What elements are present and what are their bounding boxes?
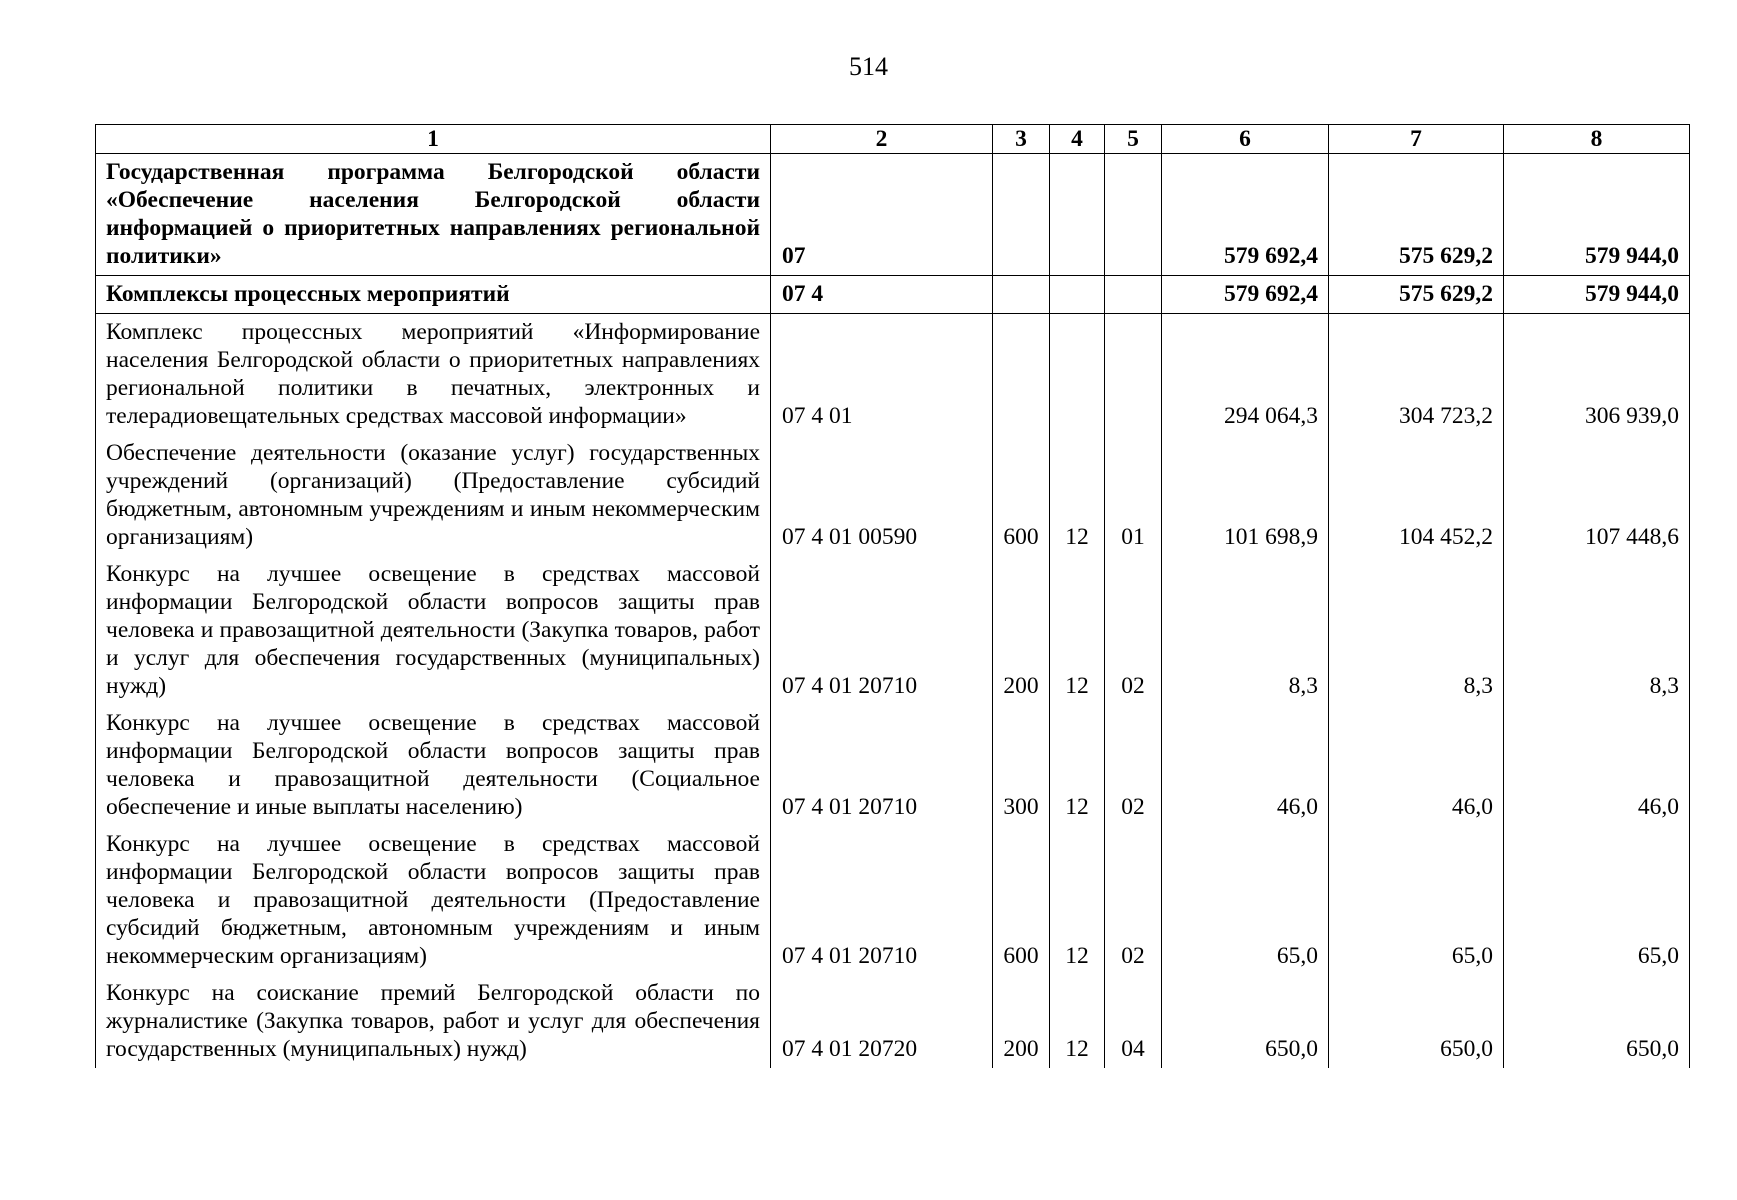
row-amount-col8: 306 939,0: [1504, 314, 1690, 436]
row-section: [1050, 154, 1105, 276]
row-code: 07 4 01 20710: [771, 826, 993, 975]
row-code: 07 4 01 20710: [771, 556, 993, 705]
row-code: 07 4: [771, 276, 993, 314]
row-expense-type: 200: [993, 556, 1050, 705]
row-subsection: 02: [1105, 826, 1162, 975]
row-amount-col6: 101 698,9: [1162, 435, 1329, 556]
row-code: 07 4 01 00590: [771, 435, 993, 556]
budget-table: [95, 124, 1690, 1068]
row-description: Конкурс на лучшее освещение в средствах массовой информации Белгородской области вопросов защиты прав человека и правозащитной деятельности (Закупка товаров, работ и услуг для обеспечения государственных (муниципальных) нужд): [96, 556, 771, 705]
column-number: 7: [1329, 125, 1504, 154]
row-amount-col7: 8,3: [1329, 556, 1504, 705]
row-amount-col8: 8,3: [1504, 556, 1690, 705]
column-number-row: [96, 125, 1690, 154]
row-amount-col6: 579 692,4: [1162, 276, 1329, 314]
row-amount-col6: 579 692,4: [1162, 154, 1329, 276]
row-description: Конкурс на лучшее освещение в средствах массовой информации Белгородской области вопросов защиты прав человека и правозащитной деятельности (Предоставление субсидий бюджетным, автономным учреждениям и иным некоммерческим организациям): [96, 826, 771, 975]
row-amount-col6: 650,0: [1162, 975, 1329, 1068]
row-expense-type: [993, 276, 1050, 314]
row-subsection: 04: [1105, 975, 1162, 1068]
row-amount-col8: 65,0: [1504, 826, 1690, 975]
row-amount-col6: 294 064,3: [1162, 314, 1329, 436]
column-number: 2: [771, 125, 993, 154]
row-description: Государственная программа Белгородской области «Обеспечение населения Белгородской области информацией о приоритетных направлениях региональной политики»: [96, 154, 771, 276]
row-section: [1050, 314, 1105, 436]
row-subsection: 02: [1105, 705, 1162, 826]
row-amount-col6: 8,3: [1162, 556, 1329, 705]
row-expense-type: [993, 154, 1050, 276]
row-amount-col6: 65,0: [1162, 826, 1329, 975]
column-number: 4: [1050, 125, 1105, 154]
row-expense-type: 300: [993, 705, 1050, 826]
row-amount-col7: 65,0: [1329, 826, 1504, 975]
row-section: 12: [1050, 826, 1105, 975]
row-subsection: [1105, 314, 1162, 436]
row-amount-col7: 46,0: [1329, 705, 1504, 826]
row-description: Комплексы процессных мероприятий: [96, 276, 771, 314]
row-subsection: 01: [1105, 435, 1162, 556]
table-row: [96, 435, 1690, 556]
column-number: 6: [1162, 125, 1329, 154]
row-code: 07 4 01 20710: [771, 705, 993, 826]
row-description: Комплекс процессных мероприятий «Информирование населения Белгородской области о приоритетных направлениях региональной политики в печатных, электронных и телерадиовещательных средствах массовой информации»: [96, 314, 771, 436]
table-row: [96, 314, 1690, 436]
table-row: [96, 556, 1690, 705]
row-expense-type: 200: [993, 975, 1050, 1068]
row-expense-type: [993, 314, 1050, 436]
table-row: [96, 154, 1690, 276]
row-amount-col8: 46,0: [1504, 705, 1690, 826]
row-section: 12: [1050, 435, 1105, 556]
row-expense-type: 600: [993, 826, 1050, 975]
row-amount-col7: 650,0: [1329, 975, 1504, 1068]
row-section: 12: [1050, 556, 1105, 705]
table-row: [96, 975, 1690, 1068]
page-number: 514: [849, 52, 888, 81]
row-code: 07: [771, 154, 993, 276]
table-row: [96, 705, 1690, 826]
row-amount-col7: 575 629,2: [1329, 276, 1504, 314]
row-amount-col8: 107 448,6: [1504, 435, 1690, 556]
row-amount-col8: 650,0: [1504, 975, 1690, 1068]
row-description: Обеспечение деятельности (оказание услуг) государственных учреждений (организаций) (Предоставление субсидий бюджетным, автономным учреждениям и иным некоммерческим организациям): [96, 435, 771, 556]
column-number: 3: [993, 125, 1050, 154]
row-subsection: [1105, 154, 1162, 276]
table-row: [96, 826, 1690, 975]
row-section: 12: [1050, 975, 1105, 1068]
row-subsection: [1105, 276, 1162, 314]
column-number: 8: [1504, 125, 1690, 154]
row-amount-col8: 579 944,0: [1504, 276, 1690, 314]
column-number: 5: [1105, 125, 1162, 154]
row-amount-col6: 46,0: [1162, 705, 1329, 826]
row-section: 12: [1050, 705, 1105, 826]
row-description: Конкурс на соискание премий Белгородской области по журналистике (Закупка товаров, работ и услуг для обеспечения государственных (муниципальных) нужд): [96, 975, 771, 1068]
row-amount-col7: 304 723,2: [1329, 314, 1504, 436]
row-code: 07 4 01: [771, 314, 993, 436]
row-subsection: 02: [1105, 556, 1162, 705]
column-number: 1: [96, 125, 771, 154]
row-amount-col8: 579 944,0: [1504, 154, 1690, 276]
row-code: 07 4 01 20720: [771, 975, 993, 1068]
row-description: Конкурс на лучшее освещение в средствах массовой информации Белгородской области вопросов защиты прав человека и правозащитной деятельности (Социальное обеспечение и иные выплаты населению): [96, 705, 771, 826]
row-expense-type: 600: [993, 435, 1050, 556]
table-row: [96, 276, 1690, 314]
row-amount-col7: 104 452,2: [1329, 435, 1504, 556]
row-amount-col7: 575 629,2: [1329, 154, 1504, 276]
row-section: [1050, 276, 1105, 314]
